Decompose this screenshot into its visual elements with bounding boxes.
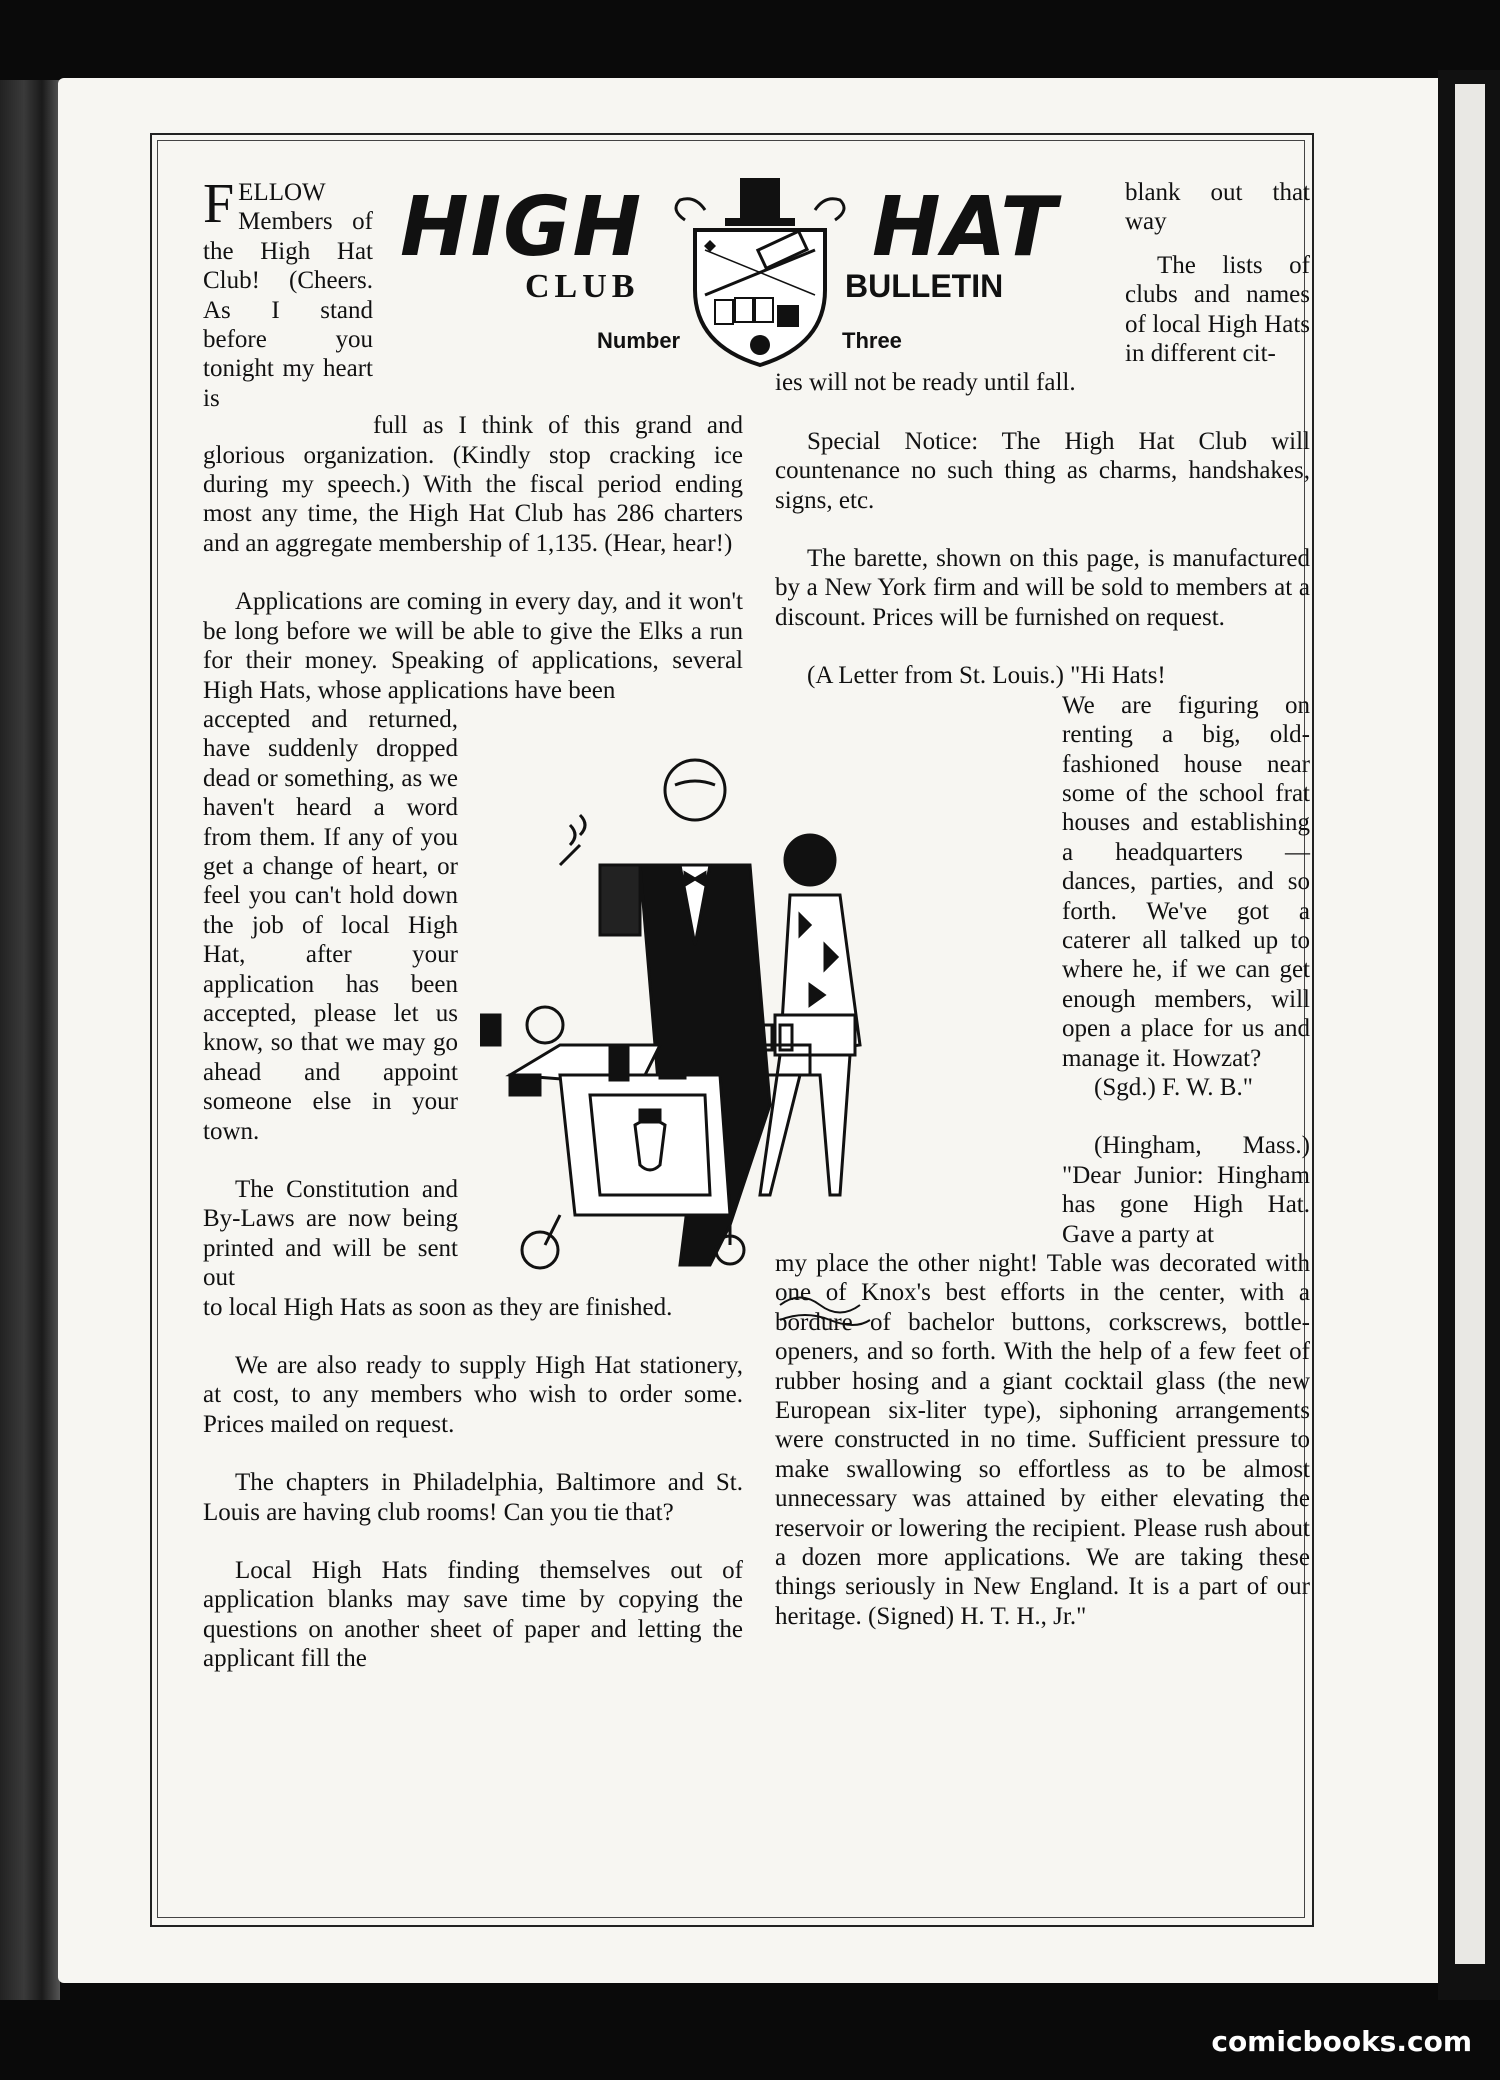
- watermark: comicbooks.com: [1211, 2025, 1472, 2058]
- lists-paragraph-cont: ies will not be ready until fall.: [775, 369, 1076, 397]
- hingham-letter-cont: my place the other night! Table was decorated with one of Knox's best efforts in the center, with a bordure of bachelor buttons, corkscrews, bottle-openers, and so forth. With the help of a few feet of rubber hosing and a giant cocktail glass (the new European six-liter type), siphoning arrangements were constructed in no time. Sufficient pressure to make swallowing so effortless as to be almost unnecessary was attained by either elevating the reservoir or lowering the recipient. Please rush about a dozen more applications. We are taking these things seriously in New England. It is a part of our heritage. (Signed) H. T. H., Jr.": [775, 1250, 1310, 1630]
- constitution-paragraph-cont: to local High Hats as soon as they are finished.: [203, 1293, 673, 1321]
- lists-paragraph: The lists of clubs and names of local High Hats in different cit-: [1125, 251, 1310, 368]
- drop-cap: F: [203, 173, 235, 235]
- masthead-club: CLUB: [525, 268, 640, 305]
- chapters-paragraph: The chapters in Philadelphia, Baltimore and St. Louis are having club rooms! Can you tie that?: [203, 1469, 743, 1526]
- book-binding: [0, 80, 60, 2000]
- letter-st-louis-cont: We are figuring on renting a big, old-fashioned house near some of the school frat houses and establishing a headquarters —dances, parties, and so forth. We've got a caterer all talked up to where he, if we can get enough members, will open a place for us and manage it. Howzat?: [1062, 691, 1310, 1072]
- local-paragraph: Local High Hats finding themselves out of application blanks may save time by copying the questions on another sheet of paper and letting the applicant fill the: [203, 1557, 743, 1673]
- masthead-hat: HAT: [872, 180, 1059, 275]
- letter-wrap: [1062, 691, 1310, 1249]
- intro-text: ELLOW Members of the High Hat Club! (Cheers. As I stand before you tonight my heart is: [203, 179, 373, 412]
- next-page-edge: [1455, 84, 1485, 1964]
- applications-wrap: [203, 705, 458, 1293]
- letter-st-louis: (A Letter from St. Louis.) "Hi Hats!: [807, 662, 1166, 690]
- masthead-number: Number: [597, 328, 681, 353]
- applications-paragraph: Applications are coming in every day, and it won't be long before we will be able to give the Elks a run for their money. Speaking of applications, several High Hats, whose applications have been: [203, 588, 743, 704]
- intro-wrap: [203, 173, 373, 413]
- masthead-issue: Three: [842, 328, 902, 353]
- top-right-wrap: [1125, 178, 1310, 368]
- letter-signature: (Sgd.) F. W. B.": [1094, 1073, 1253, 1101]
- masthead-high: HIGH: [400, 180, 644, 275]
- applications-paragraph-cont: accepted and returned, have suddenly dropped dead or something, as we haven't heard a word from them. If any of you get a change of heart, or feel you can't hold down the job of local High Hat, after your application has been accepted, please let us know, so that we may go ahead and appoint someone else in your town.: [203, 705, 458, 1145]
- stationery-paragraph: We are also ready to supply High Hat stationery, at cost, to any members who wish to order some. Prices mailed on request.: [203, 1352, 743, 1438]
- special-notice-paragraph: Special Notice: The High Hat Club will countenance no such thing as charms, handshakes, signs, etc.: [775, 427, 1310, 514]
- hingham-letter: (Hingham, Mass.) "Dear Junior: Hingham has gone High Hat. Gave a party at: [1062, 1132, 1310, 1248]
- constitution-paragraph: The Constitution and By-Laws are now being printed and will be sent out: [203, 1176, 458, 1292]
- blank-text: blank out that way: [1125, 179, 1310, 236]
- butler-cart-illustration: [480, 745, 1030, 1375]
- intro-paragraph-cont: full as I think of this grand and glorious organization. (Kindly stop cracking ice during my speech.) With the fiscal period ending most any time, the High Hat Club has 286 charters and an aggregate membership of 1,135. (Hear, hear!): [203, 412, 743, 557]
- barette-paragraph: The barette, shown on this page, is manufactured by a New York firm and will be sold to members at a discount. Prices will be furnished on request.: [775, 545, 1310, 631]
- masthead-bulletin: BULLETIN: [845, 268, 1004, 304]
